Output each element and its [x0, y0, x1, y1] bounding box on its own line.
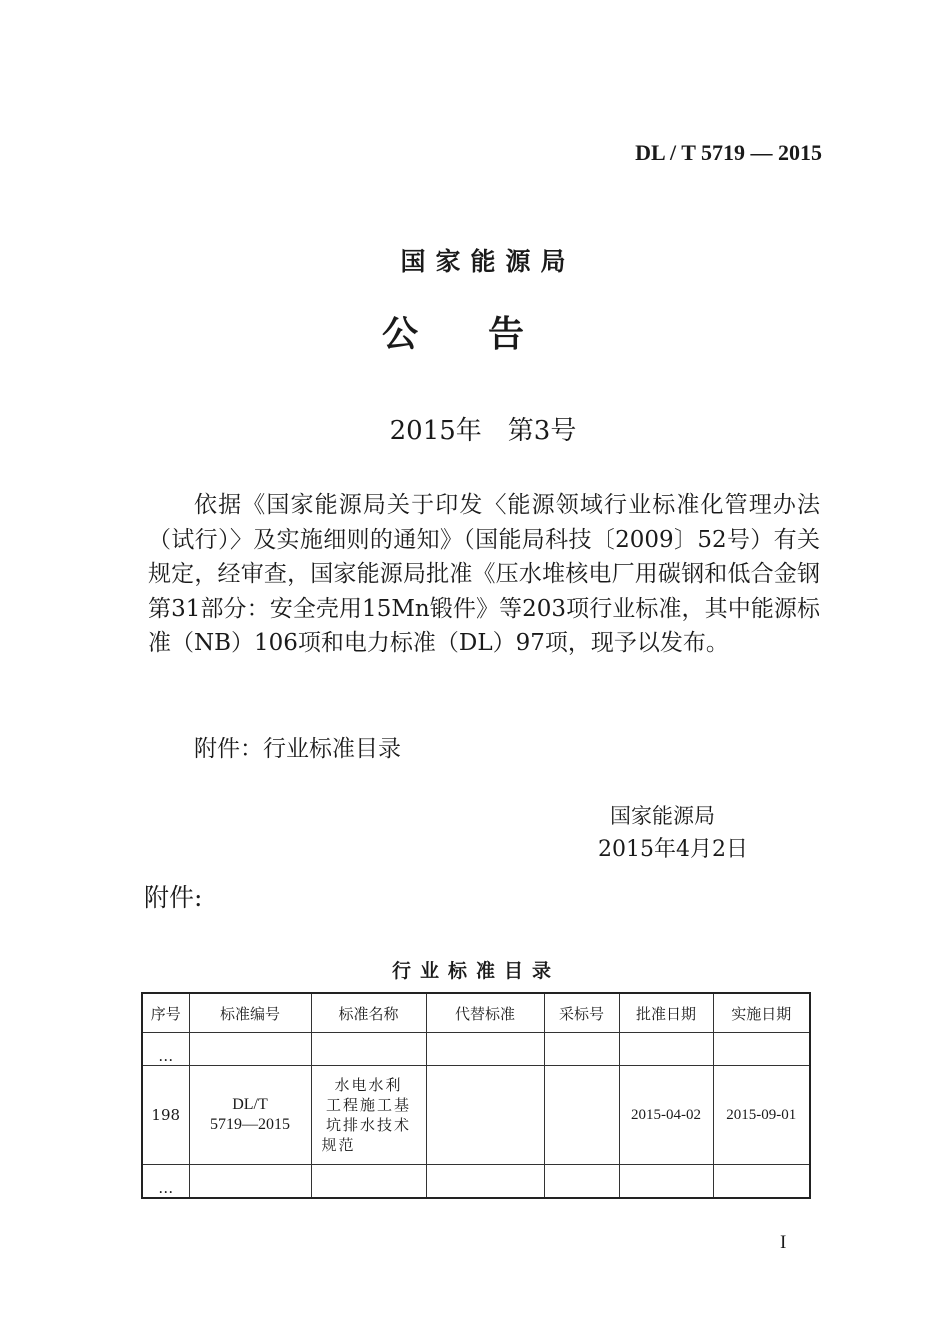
- page-number: I: [780, 1232, 787, 1253]
- effective-date-cell: 2015-09-01: [713, 1066, 810, 1165]
- name-line: 工程施工基: [325, 1096, 411, 1114]
- name-line: 规范: [321, 1136, 356, 1154]
- attachment-heading: 附件:: [144, 883, 203, 912]
- table-header-row: [142, 993, 810, 1033]
- name-line: 水电水利: [334, 1076, 403, 1094]
- standards-catalog-table: [141, 992, 811, 1199]
- ellipsis-cell: …: [142, 1033, 189, 1066]
- agency-heading: 国家能源局: [400, 247, 576, 276]
- signature-date: 2015年4月2日: [598, 837, 748, 862]
- code-line: DL/T: [232, 1096, 268, 1113]
- replaces-cell: [426, 1066, 544, 1165]
- name-line: 坑排水技术: [325, 1116, 411, 1134]
- ellipsis-cell: …: [142, 1165, 189, 1199]
- col-header-code: 标准编号: [189, 993, 311, 1033]
- approval-date-cell: 2015-04-02: [619, 1066, 713, 1165]
- notice-paragraph: 依据《国家能源局关于印发〈能源领域行业标准化管理办法（试行）〉及实施细则的通知》（国能局科技〔2009〕52号）有关规定，经审查，国家能源局批准《压水堆核电厂用碳钢和低合金钢 第31部分：安全壳用15Mn锻件》等203项行业标准，其中能源标准（NB）106项和电力标准（DL）97项，现予以发布。: [148, 492, 843, 656]
- code-line: 5719—2015: [210, 1116, 290, 1133]
- table-row: [142, 1033, 810, 1066]
- notice-body: [148, 488, 843, 661]
- signature-org: 国家能源局: [610, 804, 715, 828]
- catalog-title: 行业标准目录: [391, 960, 560, 982]
- standard-name-cell: [311, 1066, 426, 1165]
- table-row: [142, 1165, 810, 1199]
- table-row: [142, 1066, 810, 1165]
- issue-number: 2015年 第3号: [389, 416, 577, 446]
- col-header-replaces: 代替标准: [426, 993, 544, 1033]
- standard-code-cell: [189, 1066, 311, 1165]
- standard-code: DL / T 5719 — 2015: [635, 140, 822, 165]
- col-header-adopted: 采标号: [544, 993, 619, 1033]
- col-header-effective-date: 实施日期: [713, 993, 810, 1033]
- col-header-name: 标准名称: [311, 993, 426, 1033]
- attachment-reference: 附件：行业标准目录: [194, 736, 401, 762]
- row-number: 198: [142, 1066, 189, 1165]
- col-header-no: 序号: [142, 993, 189, 1033]
- notice-title: 公告: [381, 314, 594, 355]
- adopted-cell: [544, 1066, 619, 1165]
- col-header-approval-date: 批准日期: [619, 993, 713, 1033]
